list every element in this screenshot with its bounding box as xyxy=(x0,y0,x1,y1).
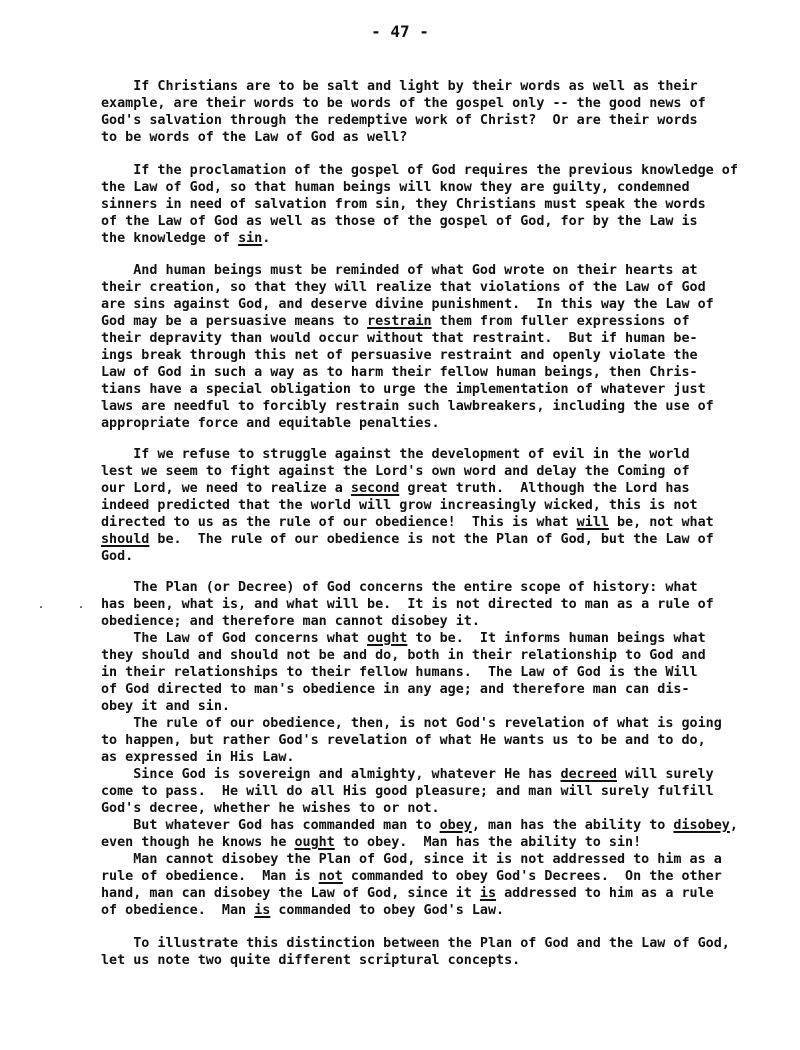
text-line: of obedience. Man is commanded to obey God's Law. xyxy=(101,903,505,918)
underlined-word: is xyxy=(479,886,497,901)
text-line: let us note two quite different scriptural concepts. xyxy=(101,953,521,968)
text-line: to happen, but rather God's revelation of what He wants us to be and to do, xyxy=(101,733,706,748)
text-line: laws are needful to forcibly restrain such lawbreakers, including the use of xyxy=(101,399,714,414)
underlined-word: decreed xyxy=(560,767,617,782)
text-line: The Law of God concerns what ought to be. It informs human beings what xyxy=(101,631,706,646)
paragraph-3 xyxy=(101,262,714,432)
underlined-word: second xyxy=(350,481,400,496)
underlined-word: is xyxy=(254,903,271,918)
text-line: they should and should not be and do, both in their relationship to God and xyxy=(101,648,706,663)
text-line: But whatever God has commanded man to obey, man has the ability to disobey, xyxy=(101,818,738,833)
margin-marks: . . xyxy=(38,600,99,611)
text-line: God's salvation through the redemptive work of Christ? Or are their words xyxy=(101,113,698,128)
text-line: example, are their words to be words of the gospel only -- the good news of xyxy=(101,96,706,111)
underlined-word: sin xyxy=(238,231,263,246)
text-line: God may be a persuasive means to restrain them from fuller expressions of xyxy=(101,314,690,329)
paragraph-6 xyxy=(101,935,730,969)
text-line: If we refuse to struggle against the development of evil in the world xyxy=(101,447,690,462)
text-line: ings break through this net of persuasive restraint and openly violate the xyxy=(101,348,698,363)
text-line: indeed predicted that the world will grow increasingly wicked, this is not xyxy=(101,498,698,513)
underlined-word: not xyxy=(318,869,343,884)
underlined-word: will xyxy=(576,515,609,530)
underlined-word: disobey xyxy=(673,818,730,833)
text-line: even though he knows he ought to obey. Man has the ability to sin! xyxy=(101,835,642,850)
text-line: should be. The rule of our obedience is not the Plan of God, but the Law of xyxy=(101,532,714,547)
text-line: sinners in need of salvation from sin, they Christians must speak the words xyxy=(101,197,706,212)
text-line: the knowledge of sin. xyxy=(101,231,271,246)
text-line: their depravity than would occur without that restraint. But if human be- xyxy=(101,331,698,346)
text-line: To illustrate this distinction between the Plan of God and the Law of God, xyxy=(101,936,730,951)
text-line: directed to us as the rule of our obedience! This is what will be, not what xyxy=(101,515,714,530)
text-line: obedience; and therefore man cannot disobey it. xyxy=(101,614,480,629)
text-line: obey it and sin. xyxy=(101,699,230,714)
text-line: appropriate force and equitable penalties. xyxy=(101,416,440,431)
text-line: Since God is sovereign and almighty, whatever He has decreed will surely xyxy=(101,767,714,782)
text-line: our Lord, we need to realize a second great truth. Although the Lord has xyxy=(101,481,690,496)
underlined-word: should xyxy=(101,532,150,547)
underlined-word: obey xyxy=(439,818,472,833)
text-line: If Christians are to be salt and light by their words as well as their xyxy=(101,79,698,94)
paragraph-5 xyxy=(101,579,738,919)
paragraph-4 xyxy=(101,446,714,565)
text-line: in their relationships to their fellow humans. The Law of God is the Will xyxy=(101,665,698,680)
text-line: of the Law of God as well as those of the gospel of God, for by the Law is xyxy=(101,214,698,229)
text-line: to be words of the Law of God as well? xyxy=(101,130,408,145)
text-line: rule of obedience. Man is not commanded to obey God's Decrees. On the other xyxy=(101,869,722,884)
text-line: the Law of God, so that human beings will know they are guilty, condemned xyxy=(101,180,690,195)
paragraph-1 xyxy=(101,78,706,146)
text-line: Man cannot disobey the Plan of God, since it is not addressed to him as a xyxy=(101,852,722,867)
text-line: If the proclamation of the gospel of God requires the previous knowledge of xyxy=(101,163,738,178)
text-line: God's decree, whether he wishes to or not. xyxy=(101,801,440,816)
text-line: come to pass. He will do all His good pleasure; and man will surely fulfill xyxy=(101,784,714,799)
page-number: - 47 - xyxy=(371,22,429,41)
text-line: has been, what is, and what will be. It is not directed to man as a rule of xyxy=(101,597,714,612)
text-line: as expressed in His Law. xyxy=(101,750,295,765)
text-line: And human beings must be reminded of what God wrote on their hearts at xyxy=(101,263,698,278)
text-line: hand, man can disobey the Law of God, since it is addressed to him as a rule xyxy=(101,886,714,901)
text-line: The Plan (or Decree) of God concerns the entire scope of history: what xyxy=(101,580,698,595)
text-line: lest we seem to fight against the Lord's own word and delay the Coming of xyxy=(101,464,690,479)
text-line: their creation, so that they will realize that violations of the Law of God xyxy=(101,280,706,295)
text-line: are sins against God, and deserve divine punishment. In this way the Law of xyxy=(101,297,714,312)
text-line: The rule of our obedience, then, is not God's revelation of what is going xyxy=(101,716,722,731)
text-line: tians have a special obligation to urge the implementation of whatever just xyxy=(101,382,706,397)
underlined-word: ought xyxy=(294,835,335,850)
paragraph-2 xyxy=(101,162,738,247)
text-line: God. xyxy=(101,549,134,564)
underlined-word: ought xyxy=(367,631,408,646)
underlined-word: restrain xyxy=(367,314,432,329)
text-line: Law of God in such a way as to harm their fellow human beings, then Chris- xyxy=(101,365,698,380)
text-line: of God directed to man's obedience in any age; and therefore man can dis- xyxy=(101,682,690,697)
